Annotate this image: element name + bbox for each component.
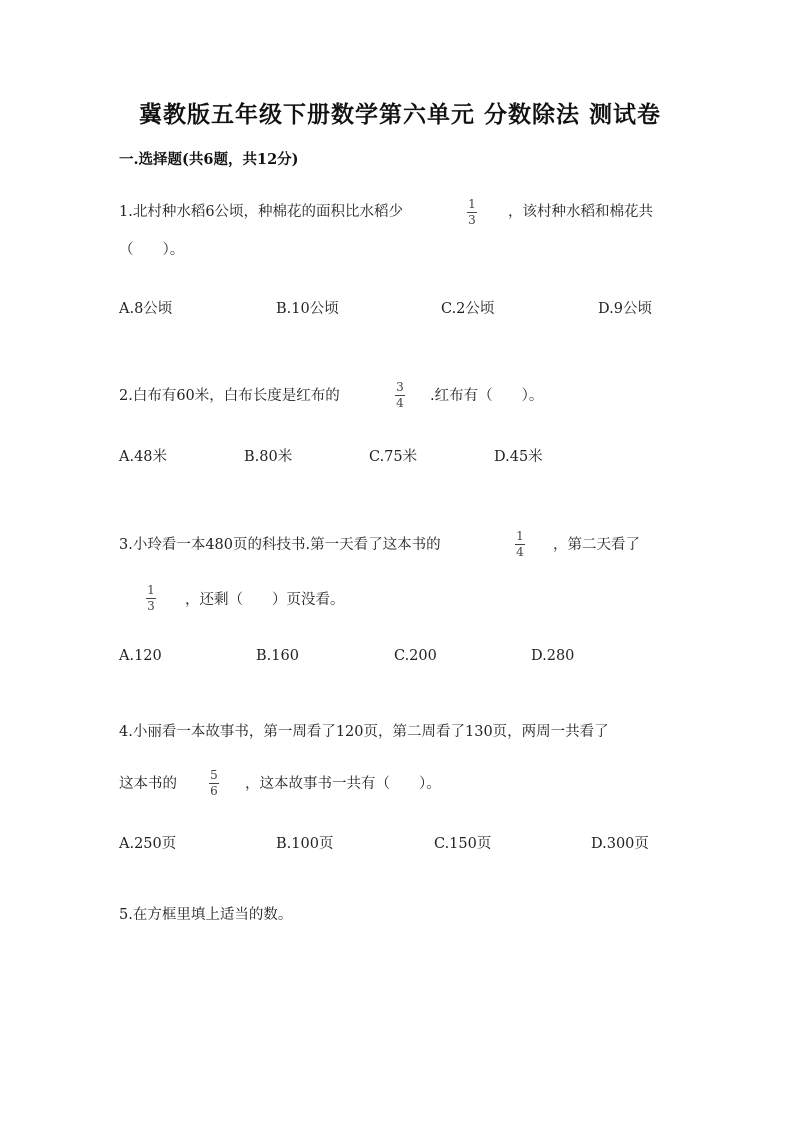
question-1-text: 1.北村种水稻6公顷，种棉花的面积比水稻少 xyxy=(119,204,404,220)
question-3-text-after: ，第二天看了 xyxy=(553,537,640,553)
question-3-option-a[interactable]: A.120 xyxy=(119,648,162,664)
fraction-denominator: 4 xyxy=(396,396,404,410)
fraction-numerator: 5 xyxy=(210,768,218,782)
question-4-option-b[interactable]: B.100页 xyxy=(276,836,334,852)
question-4-option-a[interactable]: A.250页 xyxy=(119,836,177,852)
question-1-blank: （ ）。 xyxy=(119,242,185,258)
question-2-text-after: .红布有（ ）。 xyxy=(430,388,544,404)
fraction-denominator: 6 xyxy=(210,784,218,798)
question-3-option-b[interactable]: B.160 xyxy=(256,648,299,664)
question-5-text: 5.在方框里填上适当的数。 xyxy=(119,907,293,923)
fraction-denominator: 4 xyxy=(516,545,524,559)
question-2-fraction xyxy=(395,381,405,410)
question-3-fraction xyxy=(515,530,525,559)
page-title: 冀教版五年级下册数学第六单元 分数除法 测试卷 xyxy=(138,101,661,128)
fraction-denominator: 3 xyxy=(468,213,476,227)
question-4-text: 4.小丽看一本故事书，第一周看了120页，第二周看了130页，两周一共看了 xyxy=(119,724,609,740)
question-1-option-d[interactable]: D.9公顷 xyxy=(598,301,652,317)
section-heading: 一.选择题(共6题，共12分) xyxy=(119,151,299,168)
question-4-line-2-before: 这本书的 xyxy=(119,776,177,792)
question-1-text-after: ，该村种水稻和棉花共 xyxy=(508,204,653,220)
question-3-line-2: ，还剩（ ）页没看。 xyxy=(185,592,345,608)
question-2-option-d[interactable]: D.45米 xyxy=(494,449,543,465)
question-1-fraction xyxy=(467,198,477,227)
fraction-numerator: 3 xyxy=(396,380,404,394)
question-3-option-d[interactable]: D.280 xyxy=(531,648,575,664)
fraction-numerator: 1 xyxy=(147,583,155,597)
question-2-text: 2.白布有60米，白布长度是红布的 xyxy=(119,388,340,404)
question-4-fraction xyxy=(209,769,219,798)
fraction-numerator: 1 xyxy=(516,529,524,543)
question-3-text: 3.小玲看一本480页的科技书.第一天看了这本书的 xyxy=(119,537,441,553)
question-4-line-2-after: ，这本故事书一共有（ ）。 xyxy=(245,776,441,792)
question-2-option-c[interactable]: C.75米 xyxy=(369,449,418,465)
question-4-option-c[interactable]: C.150页 xyxy=(434,836,492,852)
question-4-option-d[interactable]: D.300页 xyxy=(591,836,649,852)
question-2-option-b[interactable]: B.80米 xyxy=(244,449,293,465)
fraction-numerator: 1 xyxy=(468,197,476,211)
question-3-fraction-2 xyxy=(146,584,156,613)
question-1-option-b[interactable]: B.10公顷 xyxy=(276,301,339,317)
question-1-option-c[interactable]: C.2公顷 xyxy=(441,301,495,317)
fraction-denominator: 3 xyxy=(147,599,155,613)
question-1-option-a[interactable]: A.8公顷 xyxy=(119,301,173,317)
question-2-option-a[interactable]: A.48米 xyxy=(119,449,168,465)
question-3-option-c[interactable]: C.200 xyxy=(394,648,437,664)
